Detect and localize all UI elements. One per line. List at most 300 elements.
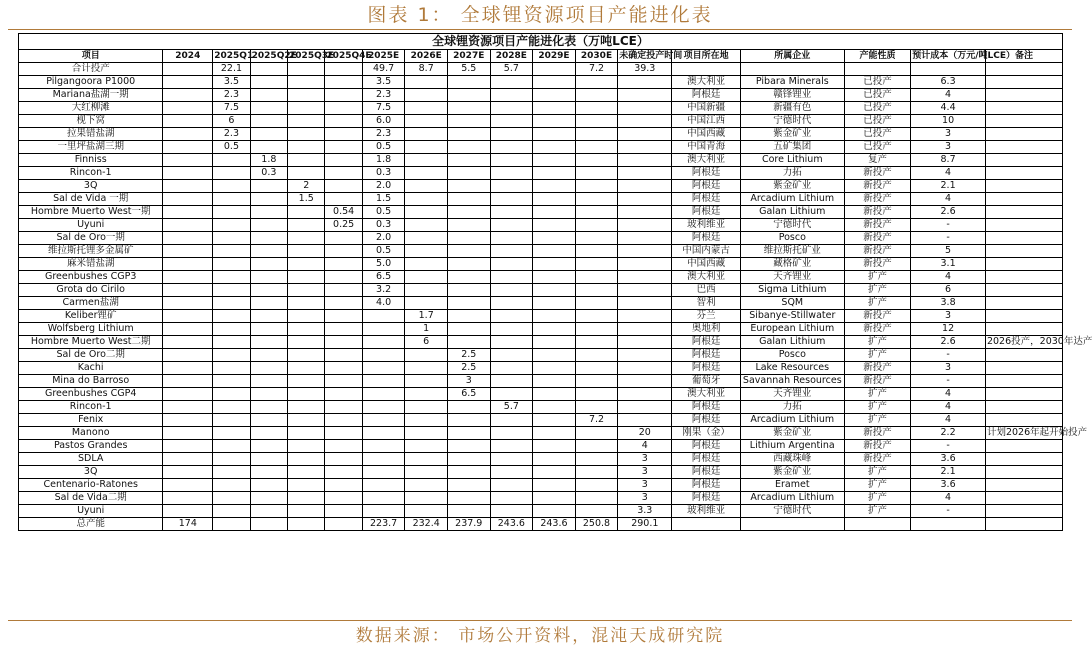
table-cell: 阿根廷	[672, 362, 741, 375]
table-cell	[163, 193, 213, 206]
table-cell	[213, 336, 250, 349]
table-cell: Kachi	[19, 362, 163, 375]
table-cell	[288, 440, 325, 453]
table-cell	[288, 427, 325, 440]
table-cell	[575, 466, 618, 479]
table-cell	[405, 89, 448, 102]
table-cell	[618, 76, 672, 89]
table-cell	[213, 167, 250, 180]
table-cell: 22.1	[213, 63, 250, 76]
table-cell	[533, 141, 576, 154]
table-cell	[325, 141, 362, 154]
table-cell: 290.1	[618, 518, 672, 531]
table-cell: Sal de Oro一期	[19, 232, 163, 245]
column-header: 备注	[985, 50, 1062, 63]
table-cell: 6.5	[447, 388, 490, 401]
table-cell	[490, 466, 533, 479]
table-cell	[985, 349, 1062, 362]
table-cell: 玻利维亚	[672, 505, 741, 518]
table-cell	[250, 63, 287, 76]
table-cell: European Lithium	[740, 323, 844, 336]
table-cell	[405, 128, 448, 141]
table-cell	[490, 76, 533, 89]
table-cell	[740, 518, 844, 531]
table-cell	[618, 102, 672, 115]
table-cell	[533, 128, 576, 141]
table-row	[19, 362, 1063, 375]
table-cell	[985, 297, 1062, 310]
table-cell	[985, 466, 1062, 479]
table-cell: 2.0	[362, 232, 405, 245]
table-row	[19, 193, 1063, 206]
table-cell: 4.0	[362, 297, 405, 310]
table-cell	[213, 180, 250, 193]
table-cell	[618, 414, 672, 427]
table-cell	[250, 453, 287, 466]
table-cell	[288, 453, 325, 466]
table-cell	[533, 414, 576, 427]
table-row	[19, 180, 1063, 193]
table-cell	[405, 453, 448, 466]
table-cell	[618, 362, 672, 375]
table-cell	[985, 63, 1062, 76]
table-cell	[533, 323, 576, 336]
table-cell	[163, 427, 213, 440]
table-cell	[533, 310, 576, 323]
table-cell: 阿根廷	[672, 492, 741, 505]
table-cell: 紫金矿业	[740, 466, 844, 479]
table-cell	[288, 518, 325, 531]
table-cell	[163, 414, 213, 427]
table-cell	[985, 206, 1062, 219]
table-cell	[533, 102, 576, 115]
table-cell	[288, 63, 325, 76]
table-cell: 扩产	[844, 271, 910, 284]
table-cell	[447, 141, 490, 154]
table-cell	[575, 167, 618, 180]
table-cell	[288, 219, 325, 232]
table-cell: 5	[911, 245, 986, 258]
table-cell: Arcadium Lithium	[740, 414, 844, 427]
table-cell	[447, 193, 490, 206]
column-header: 2027E	[447, 50, 490, 63]
table-cell	[213, 297, 250, 310]
table-cell	[533, 167, 576, 180]
table-cell: 6	[405, 336, 448, 349]
table-cell: 一里坪盐湖三期	[19, 141, 163, 154]
table-cell	[362, 388, 405, 401]
table-cell	[447, 219, 490, 232]
table-cell	[618, 323, 672, 336]
table-cell	[533, 479, 576, 492]
table-cell	[447, 102, 490, 115]
table-row	[19, 388, 1063, 401]
table-cell	[288, 141, 325, 154]
table-cell: 玻利维亚	[672, 219, 741, 232]
table-cell	[288, 89, 325, 102]
table-row	[19, 492, 1063, 505]
table-cell: 5.7	[490, 63, 533, 76]
table-cell	[490, 505, 533, 518]
table-cell	[575, 362, 618, 375]
table-cell: 0.3	[362, 219, 405, 232]
table-row	[19, 258, 1063, 271]
table-cell: Sal de Oro二期	[19, 349, 163, 362]
table-cell	[325, 401, 362, 414]
table-cell: 澳大利亚	[672, 271, 741, 284]
table-cell	[533, 219, 576, 232]
table-cell	[533, 193, 576, 206]
table-cell	[213, 466, 250, 479]
table-cell: 紫金矿业	[740, 128, 844, 141]
table-cell	[618, 193, 672, 206]
table-cell	[288, 115, 325, 128]
table-cell	[575, 505, 618, 518]
table-cell	[985, 245, 1062, 258]
table-cell: 3	[618, 453, 672, 466]
table-cell	[447, 440, 490, 453]
table-row	[19, 141, 1063, 154]
table-cell	[447, 232, 490, 245]
table-cell	[213, 505, 250, 518]
table-cell	[288, 336, 325, 349]
table-cell: 扩产	[844, 284, 910, 297]
table-cell	[575, 349, 618, 362]
table-cell	[163, 466, 213, 479]
column-header: 2025Q3E	[289, 51, 335, 61]
table-cell	[250, 271, 287, 284]
table-cell	[163, 505, 213, 518]
table-cell: Sigma Lithium	[740, 284, 844, 297]
table-cell	[325, 349, 362, 362]
table-cell	[213, 271, 250, 284]
column-header: 2025Q2E	[251, 51, 297, 61]
table-cell	[575, 453, 618, 466]
table-cell: -	[911, 232, 986, 245]
table-cell	[405, 154, 448, 167]
table-cell: 已投产	[844, 115, 910, 128]
table-cell	[163, 206, 213, 219]
table-row	[19, 76, 1063, 89]
table-cell: 6.3	[911, 76, 986, 89]
table-cell	[288, 284, 325, 297]
table-cell	[618, 206, 672, 219]
table-cell: 阿根廷	[672, 349, 741, 362]
table-cell: 7.2	[575, 63, 618, 76]
table-cell	[447, 115, 490, 128]
table-cell	[163, 492, 213, 505]
table-cell	[362, 310, 405, 323]
table-cell	[250, 219, 287, 232]
table-cell	[985, 479, 1062, 492]
table-cell	[533, 154, 576, 167]
table-cell	[405, 167, 448, 180]
table-cell: 4.4	[911, 102, 986, 115]
table-cell: Galan Lithium	[740, 336, 844, 349]
table-cell	[325, 115, 362, 128]
table-cell	[985, 219, 1062, 232]
table-cell	[985, 375, 1062, 388]
table-cell	[447, 323, 490, 336]
table-cell: Pibara Minerals	[740, 76, 844, 89]
table-cell	[405, 232, 448, 245]
table-cell	[213, 258, 250, 271]
table-cell	[575, 128, 618, 141]
table-cell: 243.6	[490, 518, 533, 531]
table-cell	[985, 310, 1062, 323]
table-cell	[163, 115, 213, 128]
table-cell	[163, 258, 213, 271]
table-cell: Greenbushes CGP4	[19, 388, 163, 401]
table-cell	[490, 180, 533, 193]
table-cell: 中国江西	[672, 115, 741, 128]
table-cell	[213, 245, 250, 258]
table-cell	[575, 401, 618, 414]
table-cell: 3	[911, 128, 986, 141]
table-cell	[163, 388, 213, 401]
table-cell	[405, 76, 448, 89]
table-row	[19, 375, 1063, 388]
table-cell: Fenix	[19, 414, 163, 427]
table-cell	[575, 219, 618, 232]
table-cell: 已投产	[844, 141, 910, 154]
table-cell	[250, 232, 287, 245]
table-cell: 3.1	[911, 258, 986, 271]
table-cell	[490, 323, 533, 336]
table-cell	[362, 349, 405, 362]
table-cell	[447, 76, 490, 89]
table-cell	[213, 284, 250, 297]
table-cell: 力拓	[740, 167, 844, 180]
table-row	[19, 453, 1063, 466]
table-cell	[490, 141, 533, 154]
table-cell	[163, 310, 213, 323]
table-cell	[575, 193, 618, 206]
table-row	[19, 271, 1063, 284]
table-cell	[250, 180, 287, 193]
table-cell	[405, 479, 448, 492]
table-cell: 4	[911, 401, 986, 414]
table-cell	[325, 518, 362, 531]
table-cell: 葡萄牙	[672, 375, 741, 388]
table-cell	[985, 232, 1062, 245]
table-cell: 总产能	[19, 518, 163, 531]
table-cell: 计划2026年起开始投产	[986, 427, 1088, 438]
table-cell	[163, 89, 213, 102]
table-cell: 紫金矿业	[740, 427, 844, 440]
table-cell: 4	[911, 492, 986, 505]
table-cell	[985, 128, 1062, 141]
table-cell	[288, 323, 325, 336]
table-cell: 3.5	[213, 76, 250, 89]
table-cell	[288, 414, 325, 427]
table-cell	[405, 206, 448, 219]
table-cell: 智利	[672, 297, 741, 310]
table-cell	[490, 115, 533, 128]
table-cell: 237.9	[447, 518, 490, 531]
table-cell: 拉果错盐湖	[19, 128, 163, 141]
table-cell: -	[911, 349, 986, 362]
table-cell: 西藏珠峰	[740, 453, 844, 466]
table-cell: 2.1	[911, 180, 986, 193]
table-cell	[533, 245, 576, 258]
table-cell	[163, 76, 213, 89]
table-cell	[405, 115, 448, 128]
table-cell	[288, 76, 325, 89]
table-cell	[447, 284, 490, 297]
table-cell	[533, 206, 576, 219]
table-cell	[405, 349, 448, 362]
table-cell	[325, 479, 362, 492]
table-cell	[447, 401, 490, 414]
table-cell	[490, 102, 533, 115]
table-row	[19, 466, 1063, 479]
table-cell: 4	[911, 414, 986, 427]
table-cell	[288, 258, 325, 271]
table-cell	[325, 310, 362, 323]
table-cell	[490, 336, 533, 349]
table-cell: 新投产	[844, 453, 910, 466]
table-cell	[163, 167, 213, 180]
table-cell	[985, 154, 1062, 167]
table-cell: 2026投产，2030年达产	[986, 336, 1092, 347]
table-cell	[325, 388, 362, 401]
table-cell	[985, 271, 1062, 284]
table-cell	[362, 323, 405, 336]
table-cell: 已投产	[844, 128, 910, 141]
table-cell: 扩产	[844, 297, 910, 310]
table-cell	[490, 258, 533, 271]
table-cell	[575, 154, 618, 167]
table-cell: 232.4	[405, 518, 448, 531]
table-cell	[985, 102, 1062, 115]
table-cell: 1	[405, 323, 448, 336]
table-cell	[533, 115, 576, 128]
table-cell	[250, 401, 287, 414]
table-cell	[163, 375, 213, 388]
table-cell: 新投产	[844, 232, 910, 245]
table-cell: 0.5	[362, 245, 405, 258]
table-cell: 新投产	[844, 375, 910, 388]
table-cell	[213, 310, 250, 323]
table-cell	[533, 284, 576, 297]
table-cell	[490, 492, 533, 505]
table-cell	[250, 479, 287, 492]
table-cell	[618, 375, 672, 388]
table-cell	[325, 102, 362, 115]
table-cell	[163, 453, 213, 466]
table-cell: 新投产	[844, 427, 910, 440]
table-row	[19, 284, 1063, 297]
table-cell	[490, 453, 533, 466]
table-cell	[213, 219, 250, 232]
table-cell: 新投产	[844, 180, 910, 193]
table-cell	[985, 362, 1062, 375]
table-cell: 维拉斯托矿业	[740, 245, 844, 258]
table-cell	[985, 258, 1062, 271]
table-cell	[405, 427, 448, 440]
column-header: 未确定投产时间	[619, 51, 683, 61]
table-cell	[618, 258, 672, 271]
table-cell	[447, 297, 490, 310]
table-cell	[325, 76, 362, 89]
table-cell	[213, 401, 250, 414]
table-cell: 阿根廷	[672, 167, 741, 180]
table-cell: 6	[911, 284, 986, 297]
table-cell	[288, 206, 325, 219]
table-cell	[163, 297, 213, 310]
table-cell	[533, 297, 576, 310]
table-cell	[490, 154, 533, 167]
table-cell	[325, 505, 362, 518]
table-cell	[618, 219, 672, 232]
table-cell	[575, 206, 618, 219]
table-cell: -	[911, 440, 986, 453]
table-cell	[325, 492, 362, 505]
table-cell	[533, 466, 576, 479]
column-header: 2026E	[405, 50, 448, 63]
table-cell	[447, 89, 490, 102]
table-row	[19, 401, 1063, 414]
table-cell	[490, 349, 533, 362]
table-cell: 0.54	[325, 206, 362, 219]
table-cell	[405, 505, 448, 518]
table-cell: 2.6	[911, 336, 986, 349]
table-cell	[533, 271, 576, 284]
table-cell	[618, 232, 672, 245]
table-cell	[288, 505, 325, 518]
table-row	[19, 414, 1063, 427]
table-cell: 赣锋锂业	[740, 89, 844, 102]
table-cell: 0.25	[325, 219, 362, 232]
table-caption: 全球锂资源项目产能进化表（万吨LCE）	[19, 34, 1063, 50]
table-cell: 紫金矿业	[740, 180, 844, 193]
table-cell: 0.5	[213, 141, 250, 154]
table-cell	[985, 115, 1062, 128]
column-header: 2030E	[575, 50, 618, 63]
table-cell: 2.1	[911, 466, 986, 479]
table-cell: 2.3	[362, 89, 405, 102]
table-cell	[844, 518, 910, 531]
table-cell	[618, 245, 672, 258]
table-cell	[490, 89, 533, 102]
table-cell	[288, 102, 325, 115]
table-cell	[618, 310, 672, 323]
table-cell: 2.6	[911, 206, 986, 219]
table-cell: 4	[911, 89, 986, 102]
table-cell	[533, 505, 576, 518]
table-cell	[405, 362, 448, 375]
table-cell: 阿根廷	[672, 180, 741, 193]
table-cell	[405, 245, 448, 258]
table-cell	[447, 479, 490, 492]
table-cell: 4	[911, 167, 986, 180]
table-cell: 2.3	[213, 89, 250, 102]
table-cell	[490, 310, 533, 323]
table-cell	[490, 206, 533, 219]
table-cell	[533, 375, 576, 388]
table-cell: 新投产	[844, 310, 910, 323]
table-cell: 12	[911, 323, 986, 336]
table-cell: Greenbushes CGP3	[19, 271, 163, 284]
table-cell: 2.0	[362, 180, 405, 193]
table-cell: Core Lithium	[740, 154, 844, 167]
table-cell: 五矿集团	[740, 141, 844, 154]
table-cell: 芬兰	[672, 310, 741, 323]
table-cell	[672, 63, 741, 76]
table-cell: 阿根廷	[672, 401, 741, 414]
table-cell	[533, 180, 576, 193]
